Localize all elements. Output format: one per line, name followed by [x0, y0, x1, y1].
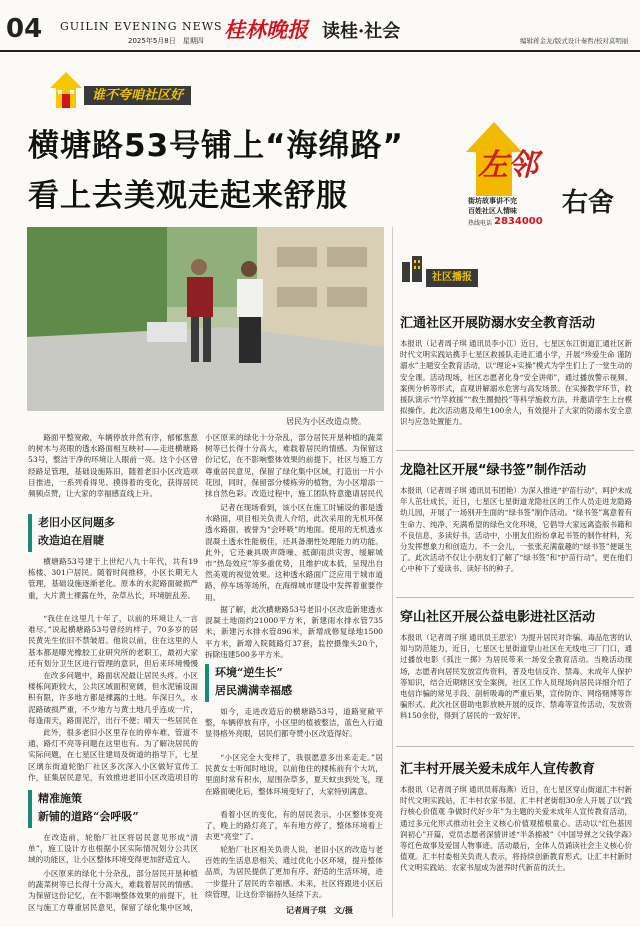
headline-line-1: 横塘路53号铺上“海绵路”	[28, 128, 404, 164]
story-intro: 路面平整宽敞，车辆停放井然有序，郁郁葱葱的树木与亮眼的透水路面相互映衬——走进横塘路53号，整洁干净的环境让人眼前一亮。这个小区曾经路足管理，基础设施陈旧，随着老旧小区改造项目推进，一系列肴得见、摸得着的变化，获得居民频频点赞，让大家的幸福感直线上升。	[28, 433, 198, 499]
brief-2-body: 本报讯（记者周子琪 通讯员韦团艳）为深入推进“护苗行动”，呵护未成年人茁壮成长，近日，七星区七星街道龙隐社区的工作人员走进龙隐路幼儿园，开展了一场别开生面的“绿书签”制作活动。“绿书签”寓意着有生命力、纯净、充满希望的绿色文化环境，它倡导大家远离盗版书籍和不良信息，多读好书。活动中，小朋友们纷纷拿起书签的制作材料，充分发挥想象力和创造力。不一会儿，一张张充满童趣的“绿书签”便诞生了。此次活动不仅让小朋友们了解了“绿书签”和“护苗行动”，更在他们心中种下了爱读书、读好书的种子。	[400, 486, 632, 574]
story-p11: “小区完全大变样了，我很愿意多出来走走。”居民黄女士听闻时地说，以前他住的楼栋前有个大坑，里面时常有积水，屋围杂草多，夏天蚊虫到处飞，现在路面硬化后，整体环境变好了，大家特别满意。	[205, 753, 383, 796]
subhead-1-line-2: 改造迫在眉睫	[38, 534, 104, 547]
newspaper-brand: 桂林晚报	[224, 17, 308, 42]
residents-photo	[27, 227, 384, 411]
brief-4-body: 本报讯（记者周子琪 通讯员蒋海燕）近日，在七星区穿山街道汇丰村新时代文明实践站，汇丰村农家书屋、汇丰村老街组30余人开展了以“践行核心价值观 争做时代好少年”为主题的关爱未成年人宣传教育活动，通过多元化形式推动社会主义核心价值观植根童心。活动以“红色基因润初心”开篇，党员志愿者深情讲述“半条棉被”《中国导弹之父钱学森》等红色故事及爱国人物事迹。活动最后，全体人员诵读社会主义核心价值观。汇丰村委相关负责人表示，将持续创新教育形式，让汇丰村新时代文明实践站、农家书屋成为滋养时代新苗的沃土。	[400, 785, 632, 873]
column-kicker: 谁不夸咱社区好	[84, 86, 191, 105]
brief-2-title: 龙隐社区开展“绿书签”制作活动	[400, 463, 587, 478]
story-p8: 记者在现场看到，该小区在施工时铺设的都是透水路面，项目相关负责人介绍，此次采用的无机环保透水路面，被誉为“会呼吸”的地面。使用的无机透水混凝土透水性能极佳，还具备潮性处理能力的功能。此外，它还兼具吸声降噪、抵御雨洪灾害、缓解城市“热岛效应”等多重优势，且维护成本低，呈现出自然美观的视觉效果。这种透水路面广泛应用于城市道路、停车场等场所，在海绵城市建设中发挥着重要作用。	[205, 503, 383, 602]
subhead-2	[28, 790, 198, 828]
house-icon	[48, 70, 84, 110]
column-tagline-2: 百姓社区人情味	[468, 207, 517, 215]
brief-1-body: 本报讯（记者周子琪 通讯员李小江）近日，七星区东江街道汇通社区新时代文明实践站携手七星区救援队走进汇通小学，开展“珍爱生命 谨防溺水”主题安全教育活动，以“理论+实操”模式为学生们上了一堂生动的安全课。活动现场，社区志愿者化身“安全讲师”，通过播放警示视频、案例分析等形式，直观讲解溺水危害与高发场景。在实操教学环节，救援队演示“竹竿救援”“救生圈抛投”等科学施救方法，并邀请学生上台模拟操作。此次活动惠及师生100余人，有效提升了大家的防溺水安全意识与应急处置能力。	[400, 339, 632, 427]
story-p3: “我住在这里几十年了，以前的环境让人一言难尽。”说起横塘路53号曾经的样子，70多岁的居民黄先生依旧不禁皱眉。他说以前，住在这里的人基本都是曝光橡胶工业研究所的老职工，最初大家还有划分卫生区进行管理的意识，但后来环境慢慢	[28, 614, 198, 668]
brief-3-title: 穿山社区开展公益电影进社区活动	[400, 610, 596, 625]
column-title-1: 左邻	[478, 148, 538, 183]
section-title: 读桂·社会	[322, 21, 401, 42]
brief-1-title: 汇通社区开展防溺水安全教育活动	[400, 316, 596, 331]
column-title-2: 右舍	[562, 188, 615, 218]
story-p10: 如今，走进改造后的横塘路53号，道路宽敞平整，车辆停放有序，小区里的植被整洁，蓝色入行道显得格外亮眼，居民们都夸赞小区改造得好。	[205, 707, 383, 739]
subhead-2-line-1: 精准施策	[38, 792, 82, 805]
brief-divider	[396, 450, 634, 451]
brief-4-title: 汇丰村开展关爱未成年人宣传教育	[400, 762, 596, 777]
story-p6: 在改造前，轮胎厂社区将居民意见形成“清单”，施工设计方也根据小区实际情况划分公共区域的功能区，让小区整体环境变得更加舒适宜人。	[28, 833, 198, 865]
photo-caption: 居民为小区改造点赞。	[286, 417, 366, 426]
subhead-3-line-2: 居民满满幸福感	[215, 684, 292, 697]
story-p4: 在改多问题中，路面状况最让居民头疼。小区楼栋间距较大，公共区域面积宽阔，但水泥铺设面积有限，许多地方都是裸露的土地。年深日久，水泥路破损严重，不少地方与黄土地几乎连成一片，每逢雨天，路面泥泞，出行不便；晴天一些居民在	[28, 671, 198, 725]
brief-divider	[396, 597, 634, 598]
story-p9: 据了解，此次横塘路53号老旧小区改造新建透水混凝土地面约21000平方米，新建雨水排水管735米，新建污水排水管896米，新增成修复绿地1500平方米，新增入院随路灯37套，监控摄像头20个，拆除违建500多平方米。	[205, 605, 383, 659]
publication-date: 2025年5月8日 星期四	[128, 37, 204, 45]
hotline-number: 2834000	[494, 216, 543, 227]
story-p7-cont: 小区原来的绿化十分杂乱，部分居民开垦种植的蔬菜树等已长得十分高大，难载着居民的情感。为保留这份记忆，在不影响整体效果的前提下，社区与施工方尊重居民意见，保留了绿化集中区域，打造出一片小花园，同时，保留部分楼栋旁的植物，为小区增添一抹自然色彩。改造过程中，施工团队特意邀请居民代	[205, 433, 383, 499]
column-divider	[392, 227, 393, 917]
community-tag: 社区播报	[426, 269, 478, 287]
brief-divider	[396, 746, 634, 747]
story-p12: 看着小区的变化，有的居民表示，小区整体变亮了，晚上的路灯亮了，车有地方停了，整体环境看上去更“亮堂”了。	[205, 810, 383, 842]
headline-line-2: 看上去美观走起来舒服	[28, 178, 348, 214]
story-p7: 小区原来的绿化十分杂乱，部分居民开垦种植的蔬菜树等已长得十分高大，难载着居民的情感。为保留这份记忆，在不影响整体效果的前提下，社区与施工方尊重居民意见，保留了绿化集中区域，	[28, 869, 198, 912]
column-logo	[464, 120, 636, 238]
brief-3-body: 本报讯（记者周子琪 通讯员王思宏）为提升居民对诈骗、毒品危害的认知与防范能力，近日，七星区七星街道穿山社区在无线电三厂门口，通过播放电影《孤注一掷》为居民带来一场安全教育活动。当晚活动现场，志愿者向居民发放宣传资料，普及电信反诈、禁毒、未成年人保护等知识，结合近期辖区安全案例，社区工作人员现场向居民详细介绍了电信诈骗的常见手段、剖析吸毒的严重后果，宣传防诈、网络赌博等诈骗形式。此次社区借助电影放映开展的反诈、禁毒等宣传活动，发放资料150余份，得到了居民的一致好评。	[400, 633, 632, 721]
subhead-2-line-2: 新铺的道路“会呼吸”	[38, 810, 139, 823]
story-p5: 此外，很多老旧小区里存在的停车难、管道不通、路灯不亮等问题在这里也有。为了解决居民的实际问题，在七星区住建局及街道的指导下，七星区璃东街道轮胎厂社区多次深入小区做好宣传工作，征集居民意见，有效推进老旧小区改造项目的	[28, 728, 198, 782]
editor-credits: 编辑蒋金龙/版式设计秦哲/校对莫明丽	[520, 37, 629, 45]
subhead-3-line-1: 环境“逆生长”	[215, 666, 283, 679]
page-number: 04	[6, 14, 43, 44]
story-p2: 横塘路53号建于上世纪八九十年代，共有19栋楼、301户居民。随着时间推移，小区长期无人管理，基础设施逐渐老化。原本的水泥路面破损严重，大片黄土裸露在外，杂草丛长，环境脏乱差。	[28, 557, 198, 600]
subhead-1	[28, 514, 198, 552]
story-byline: 记者周子琪 文/摄	[286, 905, 353, 915]
subhead-1-line-1: 老旧小区问题多	[38, 516, 115, 529]
column-tagline-1: 街坊故事讲不完	[468, 197, 517, 205]
story-p13: 轮胎厂社区相关负责人说，老旧小区的改造与老百姓的生活息息相关，通过优化小区环境，提升整体品质，为居民提供了更加有序、舒适的生活环境，进一步提升了居民的幸福感。未来，社区将跟进小区后续管理，让这份幸福持久延续下去。	[205, 845, 383, 899]
subhead-3	[205, 664, 375, 702]
building-icon	[400, 256, 424, 282]
hotline-label: 热线电话	[468, 220, 493, 227]
paper-name: GUILIN EVENING NEWS	[60, 20, 223, 33]
masthead-rule	[0, 50, 640, 52]
